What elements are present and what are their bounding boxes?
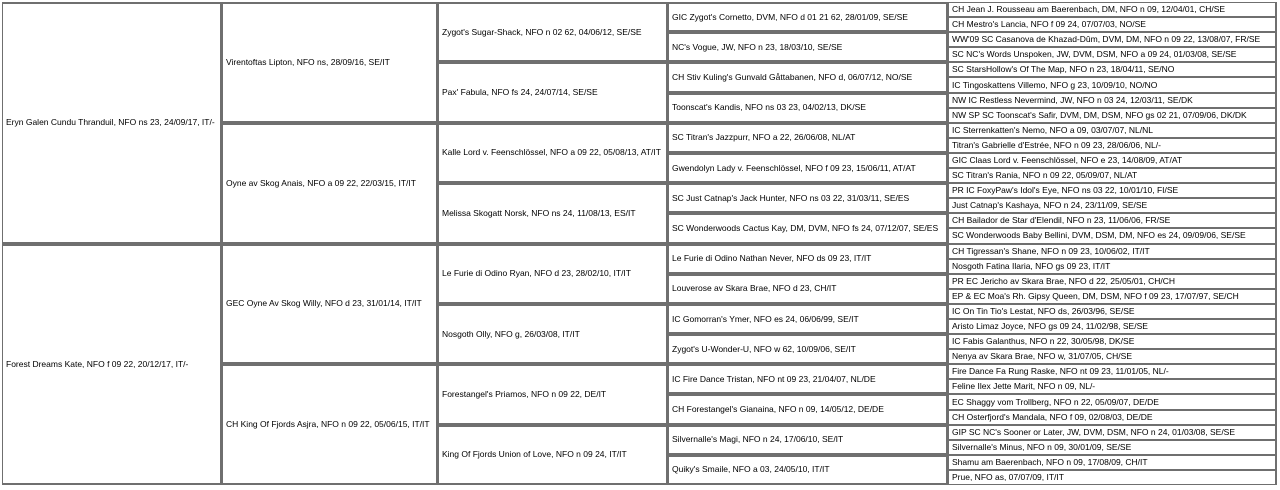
gen5-ancestor-cell: SC Titran's Rania, NFO n 09 22, 05/09/07, NL/AT [948, 168, 1277, 183]
great-great-grandparent-cell: Toonscat's Kandis, NFO ns 03 23, 04/02/13, DK/SE [668, 93, 948, 123]
gen5-ancestor-cell: Just Catnap's Kashaya, NFO n 24, 23/11/09, SE/SE [948, 198, 1277, 213]
grandparent-cell: Oyne av Skog Anais, NFO a 09 22, 22/03/15, IT/IT [222, 123, 438, 244]
great-grandparent-cell: Forestangel's Priamos, NFO n 09 22, DE/IT [438, 364, 668, 424]
gen5-ancestor-cell: Silvernalle's Minus, NFO n 09, 30/01/09, SE/SE [948, 440, 1277, 455]
great-great-grandparent-cell: Silvernalle's Magi, NFO n 24, 17/06/10, SE/IT [668, 425, 948, 455]
pedigree-body [2, 2, 1277, 485]
gen5-ancestor-cell: Prue, NFO as, 07/07/09, IT/IT [948, 470, 1277, 485]
gen5-ancestor-cell: Fire Dance Fa Rung Raske, NFO nt 09 23, 11/01/05, NL/- [948, 364, 1277, 379]
great-grandparent-cell: Kalle Lord v. Feenschlössel, NFO a 09 22, 05/08/13, AT/IT [438, 123, 668, 183]
gen5-ancestor-cell: SC NC's Words Unspoken, JW, DVM, DSM, NFO a 09 24, 01/03/08, SE/SE [948, 47, 1277, 62]
gen5-ancestor-cell: CH Mestro's Lancia, NFO f 09 24, 07/07/03, NO/SE [948, 17, 1277, 32]
parent-cell: Eryn Galen Cundu Thranduil, NFO ns 23, 24/09/17, IT/- [2, 2, 222, 244]
gen5-ancestor-cell: Nosgoth Fatina Ilaria, NFO gs 09 23, IT/IT [948, 259, 1277, 274]
grandparent-cell: CH King Of Fjords Asjra, NFO n 09 22, 05/06/15, IT/IT [222, 364, 438, 485]
great-great-grandparent-cell: GIC Zygot's Cornetto, DVM, NFO d 01 21 62, 28/01/09, SE/SE [668, 2, 948, 32]
gen5-ancestor-cell: NW IC Restless Nevermind, JW, NFO n 03 24, 12/03/11, SE/DK [948, 93, 1277, 108]
great-great-grandparent-cell: SC Wonderwoods Cactus Kay, DM, DVM, NFO fs 24, 07/12/07, SE/ES [668, 213, 948, 243]
gen5-ancestor-cell: CH Tigressan's Shane, NFO n 09 23, 10/06/02, IT/IT [948, 244, 1277, 259]
gen5-ancestor-cell: IC On Tin Tio's Lestat, NFO ds, 26/03/96, SE/SE [948, 304, 1277, 319]
great-grandparent-cell: Le Furie di Odino Ryan, NFO d 23, 28/02/10, IT/IT [438, 244, 668, 304]
gen5-ancestor-cell: CH Bailador de Star d'Elendil, NFO n 23, 11/06/06, FR/SE [948, 213, 1277, 228]
pedigree-row [2, 244, 1277, 259]
great-grandparent-cell: Melissa Skogatt Norsk, NFO ns 24, 11/08/13, ES/IT [438, 183, 668, 243]
great-grandparent-cell: Zygot's Sugar-Shack, NFO n 02 62, 04/06/12, SE/SE [438, 2, 668, 62]
gen5-ancestor-cell: NW SP SC Toonscat's Safir, DVM, DM, DSM, NFO gs 02 21, 07/09/06, DK/DK [948, 108, 1277, 123]
gen5-ancestor-cell: Titran's Gabrielle d'Estrée, NFO n 09 23, 28/06/06, NL/- [948, 138, 1277, 153]
great-great-grandparent-cell: Zygot's U-Wonder-U, NFO w 62, 10/09/06, SE/IT [668, 334, 948, 364]
great-great-grandparent-cell: Le Furie di Odino Nathan Never, NFO ds 09 23, IT/IT [668, 244, 948, 274]
gen5-ancestor-cell: SC Wonderwoods Baby Bellini, DVM, DSM, DM, NFO es 24, 09/09/06, SE/SE [948, 228, 1277, 243]
great-great-grandparent-cell: Quiky's Smaile, NFO a 03, 24/05/10, IT/IT [668, 455, 948, 485]
gen5-ancestor-cell: Feline Ilex Jette Marit, NFO n 09, NL/- [948, 379, 1277, 394]
gen5-ancestor-cell: IC Sterrenkatten's Nemo, NFO a 09, 03/07/07, NL/NL [948, 123, 1277, 138]
great-great-grandparent-cell: CH Forestangel's Gianaina, NFO n 09, 14/05/12, DE/DE [668, 394, 948, 424]
pedigree-row [2, 2, 1277, 17]
pedigree-table [2, 2, 1277, 485]
gen5-ancestor-cell: PR IC FoxyPaw's Idol's Eye, NFO ns 03 22, 10/01/10, FI/SE [948, 183, 1277, 198]
gen5-ancestor-cell: Nenya av Skara Brae, NFO w, 31/07/05, CH/SE [948, 349, 1277, 364]
great-great-grandparent-cell: NC's Vogue, JW, NFO n 23, 18/03/10, SE/SE [668, 32, 948, 62]
gen5-ancestor-cell: GIC Claas Lord v. Feenschlössel, NFO e 23, 14/08/09, AT/AT [948, 153, 1277, 168]
gen5-ancestor-cell: EC Shaggy vom Trollberg, NFO n 22, 05/09/07, DE/DE [948, 394, 1277, 409]
gen5-ancestor-cell: Aristo Limaz Joyce, NFO gs 09 24, 11/02/98, SE/SE [948, 319, 1277, 334]
gen5-ancestor-cell: WW'09 SC Casanova de Khazad-Dûm, DVM, DM, NFO n 09 22, 13/08/07, FR/SE [948, 32, 1277, 47]
great-great-grandparent-cell: SC Just Catnap's Jack Hunter, NFO ns 03 22, 31/03/11, SE/ES [668, 183, 948, 213]
great-great-grandparent-cell: Louverose av Skara Brae, NFO d 23, CH/IT [668, 274, 948, 304]
great-great-grandparent-cell: IC Gomorran's Ymer, NFO es 24, 06/06/99, SE/IT [668, 304, 948, 334]
gen5-ancestor-cell: EP & EC Moa's Rh. Gipsy Queen, DM, DSM, NFO f 09 23, 17/07/97, SE/CH [948, 289, 1277, 304]
gen5-ancestor-cell: Shamu am Baerenbach, NFO n 09, 17/08/09, CH/IT [948, 455, 1277, 470]
great-grandparent-cell: Pax' Fabula, NFO fs 24, 24/07/14, SE/SE [438, 62, 668, 122]
gen5-ancestor-cell: GIP SC NC's Sooner or Later, JW, DVM, DSM, NFO n 24, 01/03/08, SE/SE [948, 425, 1277, 440]
great-great-grandparent-cell: IC Fire Dance Tristan, NFO nt 09 23, 21/04/07, NL/DE [668, 364, 948, 394]
gen5-ancestor-cell: SC StarsHollow's Of The Map, NFO n 23, 18/04/11, SE/NO [948, 62, 1277, 77]
grandparent-cell: Virentoftas Lipton, NFO ns, 28/09/16, SE/IT [222, 2, 438, 123]
gen5-ancestor-cell: IC Tingoskattens Villemo, NFO g 23, 10/09/10, NO/NO [948, 77, 1277, 92]
great-great-grandparent-cell: SC Titran's Jazzpurr, NFO a 22, 26/06/08, NL/AT [668, 123, 948, 153]
gen5-ancestor-cell: CH Jean J. Rousseau am Baerenbach, DM, NFO n 09, 12/04/01, CH/SE [948, 2, 1277, 17]
great-grandparent-cell: King Of Fjords Union of Love, NFO n 09 24, IT/IT [438, 425, 668, 485]
gen5-ancestor-cell: CH Osterfjord's Mandala, NFO f 09, 02/08/03, DE/DE [948, 410, 1277, 425]
gen5-ancestor-cell: PR EC Jericho av Skara Brae, NFO d 22, 25/05/01, CH/CH [948, 274, 1277, 289]
gen5-ancestor-cell: IC Fabis Galanthus, NFO n 22, 30/05/98, DK/SE [948, 334, 1277, 349]
grandparent-cell: GEC Oyne Av Skog Willy, NFO d 23, 31/01/14, IT/IT [222, 244, 438, 365]
great-great-grandparent-cell: Gwendolyn Lady v. Feenschlössel, NFO f 09 23, 15/06/11, AT/AT [668, 153, 948, 183]
parent-cell: Forest Dreams Kate, NFO f 09 22, 20/12/17, IT/- [2, 244, 222, 486]
great-great-grandparent-cell: CH Stiv Kuling's Gunvald Gåttabanen, NFO d, 06/07/12, NO/SE [668, 62, 948, 92]
great-grandparent-cell: Nosgoth Olly, NFO g, 26/03/08, IT/IT [438, 304, 668, 364]
